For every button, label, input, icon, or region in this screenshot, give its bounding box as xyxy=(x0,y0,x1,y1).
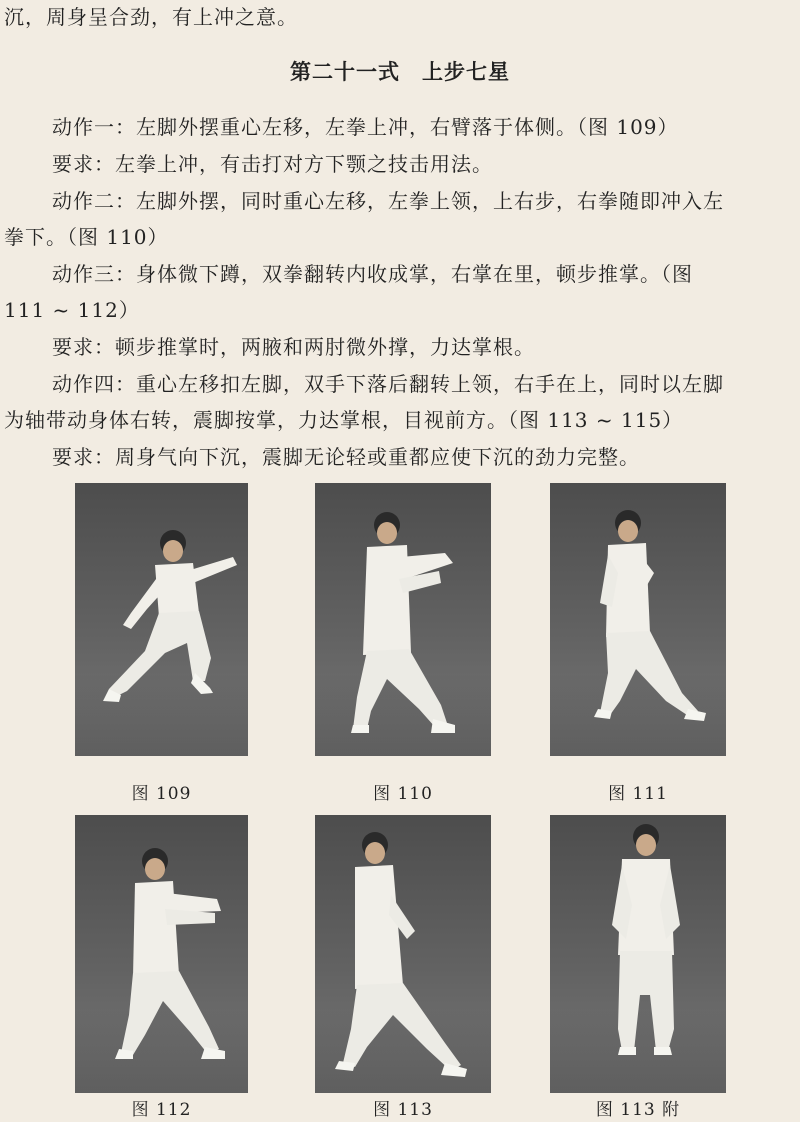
text-line-requirement-1: 要求：左拳上冲，有击打对方下颚之技击用法。 xyxy=(52,152,493,176)
figure-caption-113-supplement: 图 113 附 xyxy=(595,1100,681,1120)
figure-caption-111: 图 111 xyxy=(608,784,668,804)
martial-artist-figure-icon xyxy=(315,483,491,756)
martial-artist-figure-icon xyxy=(75,815,248,1093)
text-line-action-2b: 拳下。（图 110） xyxy=(4,225,169,249)
text-line-action-4a: 动作四：重心左移扣左脚，双手下落后翻转上领，右手在上，同时以左脚 xyxy=(52,372,724,396)
text-line-action-2a: 动作二：左脚外摆，同时重心左移，左拳上领，上右步，右拳随即冲入左 xyxy=(52,189,724,213)
figure-caption-113: 图 113 xyxy=(373,1100,433,1120)
figure-photo-111 xyxy=(550,483,726,756)
text-line-action-3b: 111 ~ 112） xyxy=(4,298,140,322)
martial-artist-figure-icon xyxy=(315,815,491,1093)
figure-photo-112 xyxy=(75,815,248,1093)
text-line-requirement-4: 要求：周身气向下沉，震脚无论轻或重都应使下沉的劲力完整。 xyxy=(52,445,640,469)
martial-artist-figure-icon xyxy=(550,483,726,756)
martial-artist-figure-icon xyxy=(75,483,248,756)
text-line-action-3a: 动作三：身体微下蹲，双拳翻转内收成掌，右掌在里，顿步推掌。（图 xyxy=(52,262,693,286)
figure-caption-110: 图 110 xyxy=(373,784,433,804)
section-title: 第二十一式 上步七星 xyxy=(290,60,510,84)
figure-photo-109 xyxy=(75,483,248,756)
figure-photo-113 xyxy=(315,815,491,1093)
text-line-requirement-3: 要求：顿步推掌时，两腋和两肘微外撑，力达掌根。 xyxy=(52,335,535,359)
text-line-action-1: 动作一：左脚外摆重心左移，左拳上冲，右臂落于体侧。（图 109） xyxy=(52,115,679,139)
figure-caption-112: 图 112 xyxy=(131,1100,192,1120)
text-line-action-4b: 为轴带动身体右转，震脚按掌，力达掌根，目视前方。（图 113 ~ 115） xyxy=(4,408,684,432)
figure-photo-110 xyxy=(315,483,491,756)
figure-caption-109: 图 109 xyxy=(131,784,192,804)
figure-photo-113-supplement xyxy=(550,815,726,1093)
martial-artist-figure-icon xyxy=(550,815,726,1093)
text-line-continuation: 沉，周身呈合劲，有上冲之意。 xyxy=(4,5,298,29)
